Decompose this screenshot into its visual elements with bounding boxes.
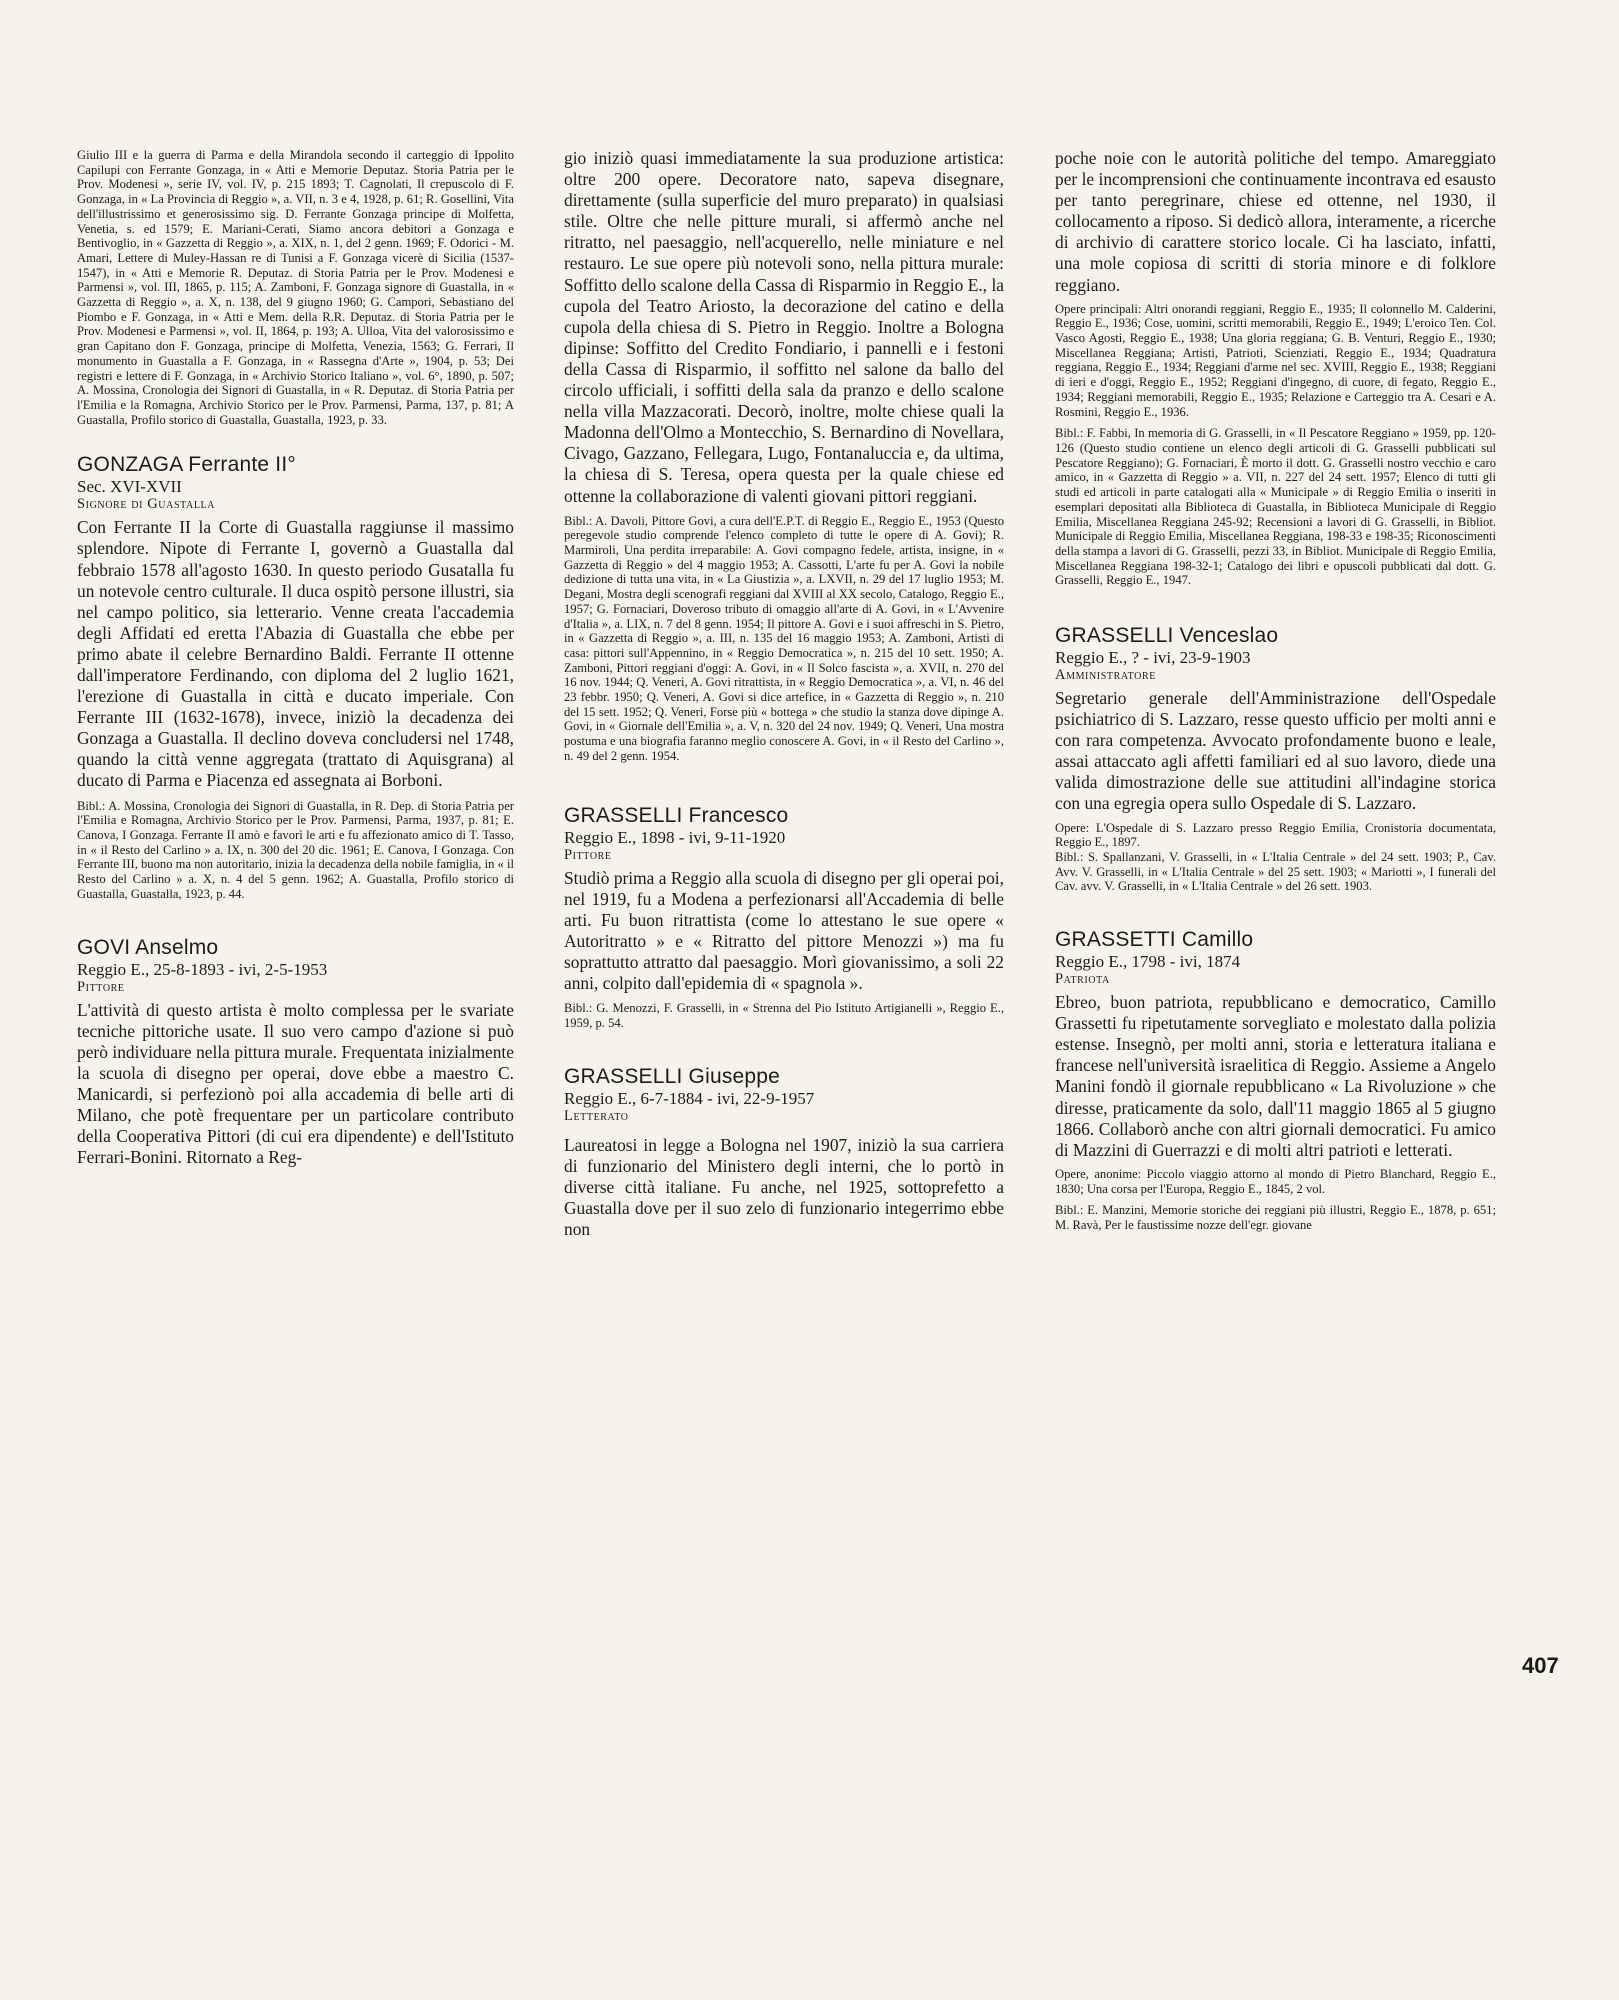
entry-profession: Pittore [564,846,612,863]
entry-bibliography: Bibl.: S. Spallanzani, V. Grasselli, in « L'Italia Centrale » del 24 sett. 1903; P., Cav. Avv. V. Grasselli, in « L'Italia Centrale » del 25 sett. 1903; « Mariotti », I funerali del Cav. avv. V. Grasselli, in « L'Italia Centrale » del 26 sett. 1903. [1055,849,1496,894]
entry-works: Opere, anonime: Piccolo viaggio attorno al mondo di Pietro Blanchard, Reggio E., 1830; Una corsa per l'Europa, Reggio E., 1845, 2 vol. [1055,1166,1496,1196]
entry-body: Ebreo, buon patriota, repubblicano e democratico, Camillo Grassetti fu ripetutamente sorvegliato e molestato dalla polizia estense. Insegnò, per molti anni, storia e letteratura italiana e francese nell'università israelitica di Reggio. Assieme a Angelo Manini fondò il giornale repubblicano « La Rivoluzione » che diresse, praticamente da solo, dall'11 maggio 1865 al 5 giugno 1866. Collaborò anche con altri giornali democratici. Fu amico di Mazzini di Guerrazzi e di molti altri patrioti e letterati. [1055,992,1496,1160]
entry-bibliography: Bibl.: G. Menozzi, F. Grasselli, in « Strenna del Pio Istituto Artigianelli », Reggio E., 1959, p. 54. [564,1001,1004,1030]
entry-body: L'attività di questo artista è molto complessa per le svariate tecniche pittoriche usate. Il suo vero campo d'azione si può però individuare nella pittura murale. Frequentata inizialmente la scuola di disegno per operai, dove ebbe a maestro C. Manicardi, si perfezionò poi alla accademia di belle arti di Milano, che potè frequentare per un particolare contributo della Cooperativa Pittori (di cui era dipendente) e dell'Istituto Ferrari-Bonini. Ritornato a Reg- [77,999,514,1168]
intro-bibliography: Giulio III e la guerra di Parma e della Mirandola secondo il carteggio di Ippolito Capilupi con Ferrante Gonzaga, in « Atti e Memorie Deputaz. Storia Patria per le Prov. Modenesi », serie IV, vol. IV, p. 215 1893; T. Cagnolati, Il crepuscolo di F. Gonzaga, in « La Provincia di Reggio », a. VII, n. 3 e 4, 1928, p. 61; R. Gosellini, Vita dell'illustrissimo et generosissimo sig. D. Ferrante Gonzaga principe di Molfetta, Venetia, s. ed 1579; E. Mariani-Cerati, Siamo ancora debitori a Gonzaga e Bentivoglio, in « Gazzetta di Reggio », a. XIX, n. 1, del 2 genn. 1969; F. Odorici - M. Amari, Lettere di Muley-Hassan re di Tunisi a F. Gonzaga vicerè di Sicilia (1537-1547), in « Atti e Memorie R. Deputaz. di Storia Patria per le Prov. Modenesi e Parmensi », vol. III, 1865, p. 115; A. Zamboni, F. Gonzaga signore di Guastalla, in « Gazzetta di Reggio », a. X, n. 138, del 9 giugno 1960; G. Campori, Sebastiano del Piombo e F. Gonzaga, in « Atti e Mem. della R.R. Deputaz. di Storia Patria per le Prov. Modenesi e Parmensi », vol. II, 1864, p. 193; A. Ulloa, Vita del valorosissimo e gran Capitano don F. Gonzaga, principe di Molfetta, Venezia, 1563; G. Ferrari, Il monumento in Guastalla a F. Gonzaga, in « Rassegna d'Arte », 1904, p. 53; Dei registri e lettere di F. Gonzaga, in « Archivio Storico Italiano », vol. 6°, 1890, p. 507; A. Mossina, Cronologia dei Signori di Guastalla, in « R. Deputaz. di Storia Patria per l'Emilia e la Romagna, Archivio Storico per le Prov. Parmensi, Parma, 137, p. 81; A Guastalla, Profilo storico di Guastalla, Guastalla, 1923, p. 33. [77,148,514,427]
entry-profession: Amministratore [1055,667,1156,684]
entry-body: Studiò prima a Reggio alla scuola di disegno per gli operai poi, nel 1919, fu a Modena a perfezionarsi all'Accademia di belle arti. Fu buon ritrattista (come lo attestano le sue opere « Autoritratto » e « Ritratto del pittore Menozzi ») ma fu soprattutto attratto dal paesaggio. Morì giovanissimo, a soli 22 anni, colpito dall'epidemia di « spagnola ». [564,867,1004,994]
entry-bibliography: Bibl.: E. Manzini, Memorie storiche dei reggiani più illustri, Reggio E., 1878, p. 651; M. Ravà, Per le faustissime nozze dell'egr. giovane [1055,1203,1496,1232]
column-1 [77,148,514,1168]
entry-profession: Letterato [564,1107,629,1124]
entry-grasselli-francesco [564,804,1004,1031]
entry-body: Laureatosi in legge a Bologna nel 1907, iniziò la sua carriera di funzionario del Ministero degli interni, che lo portò in diverse città italiane. Fu anche, nel 1925, sottoprefetto a Guastalla dove per il suo zelo di funzionario integerrimo ebbe non [564,1134,1004,1239]
entry-dates: Reggio E., 6-7-1884 - ivi, 22-9-1957 [564,1088,815,1108]
entry-profession: Signore di Guastalla [77,496,216,513]
entry-body: Con Ferrante II la Corte di Guastalla raggiunse il massimo splendore. Nipote di Ferrante I, governò a Guastalla dal febbraio 1578 all'agosto 1630. In questo periodo Gusatalla fu un notevole centro culturale. Il duca ospitò persone illustri, sia nel campo politico, sia letterario. Venne creata l'accademia degli Affidati ed eretta l'Abazia di Guastalla che ebbe per primo abate il celebre Bernardino Baldi. Ferrante II ottenne dall'imperatore Ferdinando, con diploma del 2 luglio 1621, l'erezione di Guastalla in città e ducato imperiale. Con Ferrante III (1632-1678), invece, iniziò la decadenza dei Gonzaga a Guastalla. Il declino doveva concludersi nel 1748, quando la città venne aggregata (trattato di Aquisgrana) al ducato di Parma e Piacenza ed assegnata ai Borboni. [77,517,514,791]
entry-body: Segretario generale dell'Amministrazione dell'Ospedale psichiatrico di S. Lazzaro, resse questo ufficio per molti anni e con rara competenza. Avvocato profondamente buono e leale, assai attaccato agli affetti familiari ed al suo lavoro, diede una valida dimostrazione delle sue attitudini all'indagine storica con una egregia opera sullo Ospedale di S. Lazzaro. [1055,688,1496,814]
entry-heading: GRASSETTI Camillo [1055,928,1254,952]
entry-profession: Patriota [1055,971,1110,988]
continued-bibliography: Bibl.: F. Fabbi, In memoria di G. Grasselli, in « Il Pescatore Reggiano » 1959, pp. 120-126 (Questo studio contiene un elenco degli articoli di G. Grasselli pubblicati sul Pescatore Reggiano); G. Fornaciari, È morto il dott. G. Grasselli nostro vecchio e caro amico, in « Gazzetta di Reggio » a. VII, n. 227 del 24 sett. 1957; Elenco di tutti gli studi ed articoli in parte catalogati alla « Municipale » di Reggio Emilia o inseriti in esemplari depositati alla Biblioteca di Guastalla, in Biblioteca Municipale di Reggio Emilia, Miscellanea Reggiana 245-92; Recensioni a lavori di G. Grasselli, in Bibliot. Municipale di Reggio Emilia, Miscellanea Reggiana, 198-33 e 198-35; Riconoscimenti della stampa a lavori di G. Grasselli, pezzi 33, in Bibliot. Municipale di Reggio Emilia, Miscellanea Reggiana 198-32-1; Catalogo dei libri e opuscoli pubblicati dal dott. G. Grasselli, Reggio E., 1947. [1055,426,1496,588]
entry-dates: Reggio E., 25-8-1893 - ivi, 2-5-1953 [77,959,328,979]
entry-profession: Pittore [77,978,125,995]
entry-heading: GRASSELLI Venceslao [1055,624,1279,648]
page-number: 407 [1522,1653,1559,1678]
continued-bibliography: Bibl.: A. Davoli, Pittore Govi, a cura dell'E.P.T. di Reggio E., Reggio E., 1953 (Questo peregevole studio comprende l'elenco completo di tutte le opere di A. Govi); R. Marmiroli, Una perdita irreparabile: A. Govi compagno fedele, artista, insigne, in « Gazzetta di Reggio » del 4 maggio 1953; A. Cassotti, L'arte fu per A. Govi la nobile dedizione di tutta una vita, in « La Giustizia », a. LXVII, n. 29 del 17 luglio 1953; M. Degani, Mostra degli scenografi reggiani dal XVIII al XX secolo, Catalogo, Reggio E., 1957; G. Fornaciari, Doveroso tributo di omaggio all'arte di A. Govi, in « L'Avvenire d'Italia », a. LIX, n. 7 del 8 genn. 1954; Il pittore A. Govi e i suoi affreschi in S. Pietro, in « Gazzetta di Reggio », a. III, n. 135 del 16 maggio 1953; A. Zamboni, Artisti di casa: pittori sull'Appennino, in « Reggio Democratica », n. 215 del 10 sett. 1950; A. Zamboni, Pittori reggiani d'oggi: A. Govi, in « Il Solco fascista », a. XVII, n. 270 del 16 nov. 1944; Q. Veneri, A. Govi ritrattista, in « Reggio Democratica », a. VI, n. 46 del 23 febbr. 1950; Q. Veneri, A. Govi si dice artefice, in « Gazzetta di Reggio », n. 210 del 15 sett. 1952; Q. Veneri, Forse più « bottega » che studio la stanza dove dipinge A. Govi, in « Giornale dell'Emilia », a. V, n. 320 del 24 nov. 1949; Q. Veneri, Una mostra postuma e una biografia faranno meglio conoscere A. Govi, in « il Resto del Carlino », n. 49 del 2 genn. 1954. [564,513,1004,763]
entry-dates: Sec. XVI-XVII [77,477,182,497]
entry-works: Opere: L'Ospedale di S. Lazzaro presso Reggio Emilia, Cronistoria documentata, Reggio E., 1897. [1055,820,1496,850]
entry-heading: GONZAGA Ferrante II° [77,453,296,477]
entry-grasselli-venceslao [1055,624,1496,894]
continued-works: Opere principali: Altri onorandi reggiani, Reggio E., 1935; Il colonnello M. Calderini, Reggio E., 1936; Cose, uomini, scritti memorabili, Reggio E., 1949; L'eroico Ten. Col. Vasco Agosti, Reggio E., 1938; Una gloria reggiana; G. B. Venturi, Reggio E., 1930; Miscellanea Reggiana; Artisti, Patrioti, Scienziati, Reggio E., 1934; Quadratura reggiana, Reggio E., 1934; Reggiani d'arme nel sec. XVIII, Reggio E., 1938; Reggiani di ieri e d'oggi, Reggio E., 1952; Reggiani d'ingegno, di cuore, di fegato, Reggio E., 1934; Reggiani memorabili, Reggio E., 1935; Relazione e Carteggio tra A. Cesari e A. Rosmini, Reggio E., 1936. [1055,301,1496,419]
entry-grasselli-giuseppe [564,1065,1004,1240]
continued-body: poche noie con le autorità politiche del tempo. Amareggiato per le incomprensioni che continuamente incontrava ed esausto per tanto peregrinare, chiese ed ottenne, nel 1930, il collocamento a riposo. Si dedicò allora, interamente, a ricerche di archivio di carattere storico locale. Ci ha lasciato, infatti, una mole copiosa di scritti di storia minore e di folklore reggiano. [1055,148,1496,295]
entry-heading: GRASSELLI Giuseppe [564,1064,781,1088]
column-3 [1055,148,1496,1233]
entry-heading: GRASSELLI Francesco [564,803,789,827]
entry-govi-anselmo [77,936,514,1169]
entry-heading: GOVI Anselmo [77,935,219,959]
entry-bibliography: Bibl.: A. Mossina, Cronologia dei Signori di Guastalla, in R. Dep. di Storia Patria per l'Emilia e Romagna, Archivio Storico per le Prov. Parmensi, Parma, 1937, p. 81; E. Canova, I Gonzaga. Ferrante II amò e favorì le arti e fu affezionato amico di T. Tasso, in « il Resto del Carlino » a. IX, n. 300 del 20 dic. 1961; E. Canova, I Gonzaga. Con Ferrante III, buono ma non autoritario, inizia la decadenza della nobile famiglia, in « il Resto del Carlino » a. X, n. 4 del 5 genn. 1962; A. Guastalla, Profilo storico di Guastalla, Guastalla, 1923, p. 44. [77,798,514,901]
entry-dates: Reggio E., 1798 - ivi, 1874 [1055,952,1241,972]
entry-gonzaga-ferrante-ii [77,453,514,901]
continued-body: gio iniziò quasi immediatamente la sua produzione artistica: oltre 200 opere. Decoratore nato, sapeva disegnare, direttamente (sulla superficie del muro preparato) in qualsiasi stile. Oltre che nelle pitture murali, si affermò anche nel ritratto, nel paesaggio, nell'acquerello, nelle miniature e nel restauro. Le sue opere più notevoli sono, nella pittura murale: Soffitto dello scalone della Cassa di Risparmio in Reggio E., la cupola del Teatro Ariosto, la decorazione del catino e della cupola della chiesa di S. Pietro in Reggio. Inoltre a Bologna dipinse: Soffitto del Credito Fondiario, i pannelli e i festoni della Cassa di Risparmio, il soffitto nel salone da ballo del circolo ufficiali, i soffitti della sala da pranzo e dello scalone nella villa Mazzacorati. Decorò, inoltre, molte chiese quali la Madonna dell'Olmo a Montecchio, S. Bernardino di Novellara, Civago, Gazzano, Fellegara, Lugo, Fontanaluccia e, da ultima, la chiesa di S. Teresa, opera questa per la quale chiese ed ottenne la collaborazione di valenti giovani pittori reggiani. [564,148,1004,506]
column-2 [564,148,1004,1240]
entry-dates: Reggio E., ? - ivi, 23-9-1903 [1055,648,1251,668]
entry-dates: Reggio E., 1898 - ivi, 9-11-1920 [564,827,786,847]
entry-grassetti-camillo [1055,928,1496,1233]
